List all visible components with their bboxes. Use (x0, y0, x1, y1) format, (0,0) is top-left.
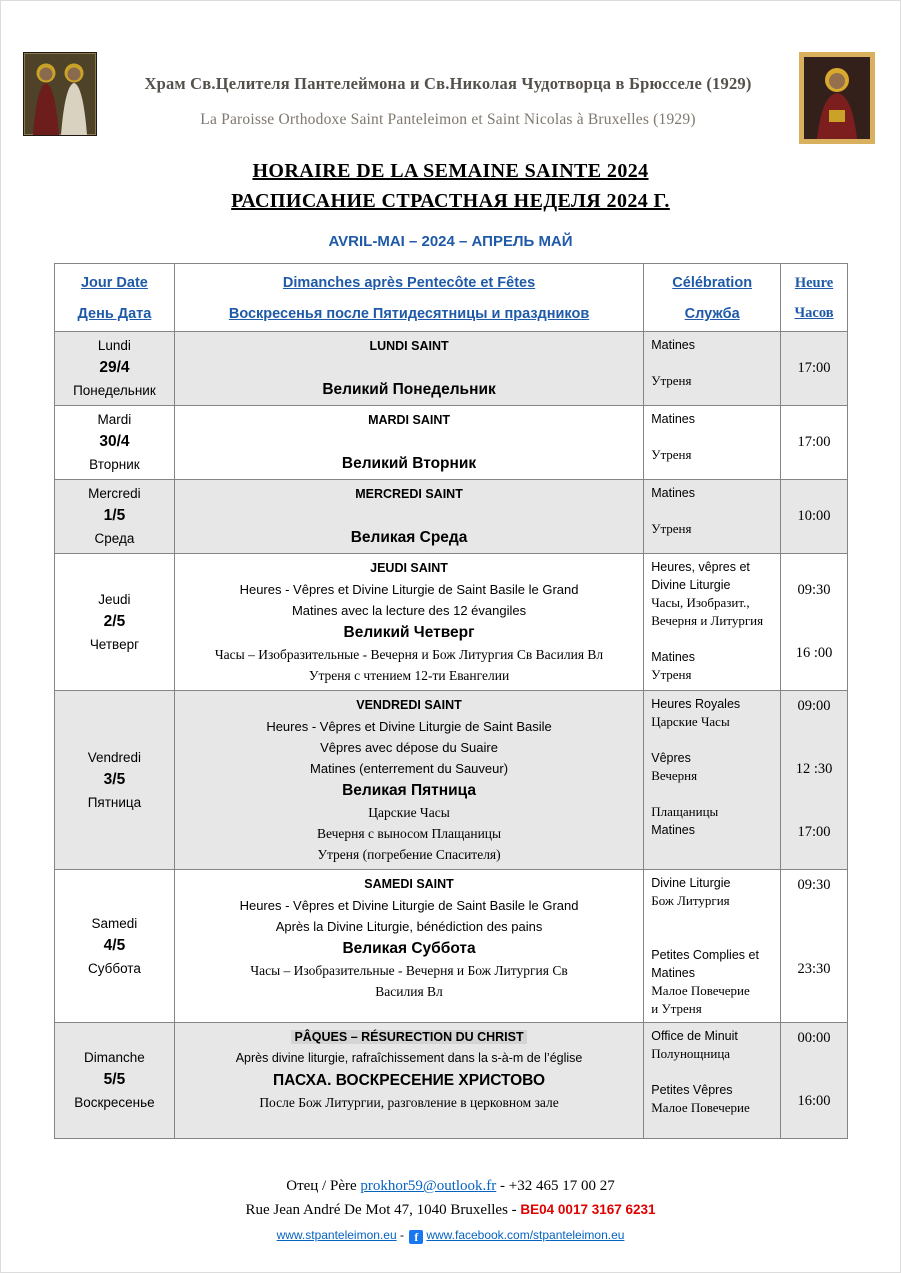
service-line (183, 644, 635, 665)
service-line (183, 895, 635, 916)
table-row (55, 332, 848, 406)
service-line-text: SAMEDI SAINT (364, 877, 454, 891)
email-link[interactable]: prokhor59@outlook.fr (360, 1178, 497, 1194)
service-description-cell (175, 480, 644, 554)
service-line-text: Великая Среда (350, 529, 468, 546)
org-titles (97, 52, 799, 129)
time-cell (781, 691, 848, 870)
day-date: 4/5 (103, 936, 126, 954)
header-time-ru: Часов (794, 305, 834, 321)
address-text: Rue Jean André De Mot 47, 1040 Bruxelles - (245, 1202, 521, 1218)
spacer-line (651, 928, 773, 946)
service-line (183, 452, 635, 475)
service-description-cell (175, 332, 644, 406)
service-line-text: PÂQUES – RÉSURECTION DU CHRIST (291, 1030, 526, 1044)
title-line-ru: РАСПИСАНИЕ СТРАСТНАЯ НЕДЕЛЯ 2024 Г. (231, 190, 670, 212)
day-name-fr: Mercredi (88, 486, 141, 501)
header-day-fr: Jour Date (80, 275, 148, 291)
service-line (183, 874, 635, 895)
celebration-line: Divine Liturgie (651, 578, 731, 592)
celebration-line: Matines (651, 412, 696, 426)
header-description-fr: Dimanches après Pentecôte et Fêtes (282, 275, 536, 291)
celebration-line: Matines (651, 650, 696, 664)
service-line-text: Великая Суббота (342, 940, 476, 957)
service-line (183, 600, 635, 621)
service-line-text: Часы – Изобразительные - Вечерня и Бож Литургия Св Василия Вл (214, 647, 604, 662)
service-line (183, 484, 635, 505)
spacer-line (783, 738, 845, 759)
celebration-line: Office de Minuit (651, 1029, 738, 1043)
service-line-text: Matines (enterrement du Sauveur) (310, 761, 509, 776)
service-description-cell (175, 691, 644, 870)
day-name-ru: Четверг (89, 636, 140, 652)
celebration-line: Matines (651, 338, 696, 352)
service-line (183, 431, 635, 452)
time-value: 09:00 (797, 698, 831, 714)
table-row (55, 691, 848, 870)
day-cell (55, 554, 175, 691)
day-cell (55, 870, 175, 1023)
org-title-russian: Храм Св.Целителя Пантелеймона и Св.Николая Чудотворца в Брюсселе (1929) (144, 74, 752, 93)
service-line (183, 695, 635, 716)
celebration-cell (644, 480, 781, 554)
day-name-fr: Vendredi (87, 749, 142, 765)
service-line (183, 558, 635, 579)
day-name-ru: Пятница (87, 794, 142, 810)
day-date: 5/5 (103, 1071, 126, 1088)
day-name-ru: Понедельник (73, 383, 156, 398)
header-col-time (781, 264, 848, 332)
service-line (183, 844, 635, 865)
service-line (183, 937, 635, 960)
spacer-line (783, 601, 845, 622)
celebration-line: Petites Vêpres (651, 1083, 733, 1097)
celebration-line: Малое Повечерие (651, 1100, 750, 1115)
time-cell (781, 1023, 848, 1139)
celebration-cell (644, 870, 781, 1023)
header-col-description (175, 264, 644, 332)
day-cell (55, 332, 175, 406)
spacer-line (783, 559, 845, 580)
service-line-text: ПАСХА. ВОСКРЕСЕНИЕ ХРИСТОВО (273, 1072, 546, 1089)
spacer-line (783, 1070, 845, 1091)
day-name-ru: Воскресенье (74, 1095, 155, 1110)
time-value: 10:00 (797, 508, 831, 524)
day-date: 29/4 (99, 359, 130, 376)
celebration-line: Matines (651, 823, 696, 837)
day-cell (55, 406, 175, 480)
day-name-fr: Samedi (91, 915, 138, 931)
header-celebration-fr: Célébration (672, 275, 753, 291)
celebration-cell (644, 332, 781, 406)
service-line-text: LUNDI SAINT (369, 339, 449, 353)
time-value: 17:00 (797, 434, 831, 450)
time-value: 09:30 (797, 877, 831, 893)
day-name-ru: Вторник (89, 457, 140, 472)
day-name-ru: Среда (94, 531, 135, 546)
table-row (55, 1023, 848, 1139)
spacer-line (783, 1049, 845, 1070)
celebration-line: Малое Повечерие (651, 983, 750, 998)
time-value: 17:00 (797, 360, 831, 376)
spacer-line (651, 1063, 773, 1081)
table-row (55, 406, 848, 480)
service-line (183, 1092, 635, 1113)
org-title-french: La Paroisse Orthodoxe Saint Panteleimon et Saint Nicolas à Bruxelles (1929) (200, 111, 696, 128)
spacer-line (651, 785, 773, 803)
website-link[interactable]: www.stpanteleimon.eu (276, 1228, 397, 1242)
day-cell (55, 691, 175, 870)
service-line-text: Утреня (погребение Спасителя) (317, 847, 501, 862)
spacer-line (651, 428, 773, 446)
celebration-line: и Утреня (651, 1001, 702, 1016)
day-date: 2/5 (103, 612, 126, 630)
links-line (0, 1224, 901, 1247)
service-line-text: Царские Часы (368, 805, 450, 820)
celebration-line: Heures, vêpres et (651, 560, 750, 574)
celebration-line: Matines (651, 486, 696, 500)
schedule-body (55, 332, 848, 1139)
service-line-text: Великая Пятница (342, 782, 476, 799)
header-col-day (55, 264, 175, 332)
service-line-text: Великий Вторник (341, 455, 477, 472)
service-line-text: После Бож Литургии, разговление в церковном зале (259, 1095, 559, 1110)
service-line-text: Après la Divine Liturgie, bénédiction des pains (275, 919, 543, 934)
celebration-cell (644, 406, 781, 480)
contact-prefix: Отец / Père (286, 1178, 361, 1194)
celebration-line: Matines (651, 966, 696, 980)
service-line (183, 579, 635, 600)
two-saints-icon (23, 52, 97, 136)
service-line (183, 737, 635, 758)
celebration-line: Утреня (651, 667, 692, 682)
time-value: 09:30 (797, 582, 831, 598)
day-name-ru: Суббота (87, 960, 141, 976)
service-line (183, 1069, 635, 1092)
contact-line (0, 1175, 901, 1198)
day-date: 1/5 (103, 507, 126, 524)
spacer-line (783, 717, 845, 738)
service-line (183, 1048, 635, 1069)
service-line-text: Après divine liturgie, rafraîchissement dans la s-à-m de l’église (235, 1051, 583, 1065)
day-date: 30/4 (99, 433, 130, 450)
service-line (183, 621, 635, 644)
contact-phone: - +32 465 17 00 27 (496, 1178, 615, 1194)
celebration-line: Утреня (651, 373, 692, 388)
celebration-line: Vêpres (651, 751, 691, 765)
celebration-line: Царские Часы (651, 714, 730, 729)
time-value: 00:00 (797, 1030, 831, 1046)
service-description-cell (175, 554, 644, 691)
day-name-fr: Lundi (97, 338, 131, 353)
service-line (183, 505, 635, 526)
service-description-cell (175, 870, 644, 1023)
celebration-line: Divine Liturgie (651, 876, 731, 890)
table-row (55, 480, 848, 554)
service-line (183, 823, 635, 844)
celebration-line: Часы, Изобразит., (651, 595, 750, 610)
service-line-text: Великий Понедельник (322, 381, 496, 398)
day-cell (55, 1023, 175, 1139)
service-line-text: MERCREDI SAINT (355, 487, 463, 501)
service-line (183, 526, 635, 549)
time-cell (781, 870, 848, 1023)
service-line-text: JEUDI SAINT (370, 561, 448, 575)
service-line (183, 665, 635, 686)
service-line (183, 802, 635, 823)
spacer-line (651, 354, 773, 372)
service-line (183, 357, 635, 378)
time-cell (781, 554, 848, 691)
spacer-line (783, 801, 845, 822)
day-name-fr: Jeudi (98, 591, 131, 607)
service-line (183, 336, 635, 357)
time-value: 23:30 (797, 961, 831, 977)
celebration-line: Утреня (651, 521, 692, 536)
celebration-cell (644, 554, 781, 691)
celebration-line: Вечерня (651, 768, 698, 783)
spacer-line (651, 910, 773, 928)
service-line (183, 779, 635, 802)
service-line-text: Heures - Vêpres et Divine Liturgie de Saint Basile le Grand (239, 582, 579, 597)
service-line-text: Часы – Изобразительные - Вечерня и Бож Литургия Св (250, 963, 568, 978)
service-line-text: Утреня с чтением 12-ти Евангелии (308, 668, 510, 683)
service-line-text: Vêpres avec dépose du Suaire (320, 740, 498, 755)
spacer-line (783, 780, 845, 801)
celebration-cell (644, 691, 781, 870)
month-subtitle: AVRIL-MAI – 2024 – АПРЕЛЬ МАЙ (328, 233, 573, 250)
day-cell (55, 480, 175, 554)
celebration-line: Вечерня и Литургия (651, 613, 764, 628)
header-day-ru: День Дата (77, 306, 152, 322)
header-description-ru: Воскресенья после Пятидесятницы и праздников (228, 306, 590, 322)
service-line (183, 716, 635, 737)
spacer-line (783, 622, 845, 643)
service-description-cell (175, 1023, 644, 1139)
schedule-table (54, 263, 848, 1139)
header-time-fr: Heure (794, 275, 834, 291)
header-celebration-ru: Служба (684, 306, 740, 322)
time-cell (781, 406, 848, 480)
time-value: 17:00 (797, 824, 831, 840)
service-line-text: VENDREDI SAINT (356, 698, 462, 712)
celebration-line: Petites Complies et (651, 948, 759, 962)
service-line-text: Heures - Vêpres et Divine Liturgie de Saint Basile (266, 719, 552, 734)
celebration-line: Бож Литургия (651, 893, 730, 908)
table-header-row (55, 264, 848, 332)
day-name-fr: Mardi (97, 412, 132, 427)
table-row (55, 554, 848, 691)
spacer-line (783, 896, 845, 917)
page-header (0, 0, 901, 144)
spacer-line (651, 630, 773, 648)
service-line-text: Вечерня с выносом Плащаницы (316, 826, 502, 841)
table-row (55, 870, 848, 1023)
page-footer (0, 1175, 901, 1247)
time-cell (781, 332, 848, 406)
service-description-cell (175, 406, 644, 480)
links-separator: - (396, 1228, 408, 1242)
facebook-link[interactable]: www.facebook.com/stpanteleimon.eu (426, 1228, 625, 1242)
celebration-line: Утреня (651, 447, 692, 462)
service-line (183, 960, 635, 981)
service-line-text: Великий Четверг (343, 624, 475, 641)
service-line (183, 758, 635, 779)
celebration-line: Heures Royales (651, 697, 741, 711)
header-col-celebration (644, 264, 781, 332)
day-name-fr: Dimanche (84, 1050, 145, 1065)
service-line-text: Matines avec la lecture des 12 évangiles (291, 603, 527, 618)
day-date: 3/5 (103, 770, 126, 788)
service-line-text: MARDI SAINT (368, 413, 451, 427)
saint-panteleimon-icon (799, 52, 875, 144)
time-value: 16:00 (797, 1093, 831, 1109)
service-line (183, 378, 635, 401)
bank-account: BE04 0017 3167 6231 (520, 1202, 656, 1217)
service-line (183, 981, 635, 1002)
time-cell (781, 480, 848, 554)
facebook-icon (409, 1230, 423, 1244)
spacer-line (783, 938, 845, 959)
service-line (183, 1027, 635, 1048)
page-title (0, 160, 901, 213)
service-line (183, 1113, 635, 1134)
time-value: 12 :30 (795, 761, 833, 777)
title-line-fr: HORAIRE DE LA SEMAINE SAINTE 2024 (252, 160, 649, 182)
service-line (183, 410, 635, 431)
celebration-line: Полунощница (651, 1046, 731, 1061)
spacer-line (651, 502, 773, 520)
time-value: 16 :00 (795, 645, 833, 661)
service-line (183, 916, 635, 937)
celebration-cell (644, 1023, 781, 1139)
celebration-line: Плащаницы (651, 804, 719, 819)
spacer-line (783, 917, 845, 938)
address-line (0, 1198, 901, 1222)
service-line-text: Василия Вл (375, 984, 443, 999)
service-line-text: Heures - Vêpres et Divine Liturgie de Saint Basile le Grand (239, 898, 579, 913)
spacer-line (651, 731, 773, 749)
